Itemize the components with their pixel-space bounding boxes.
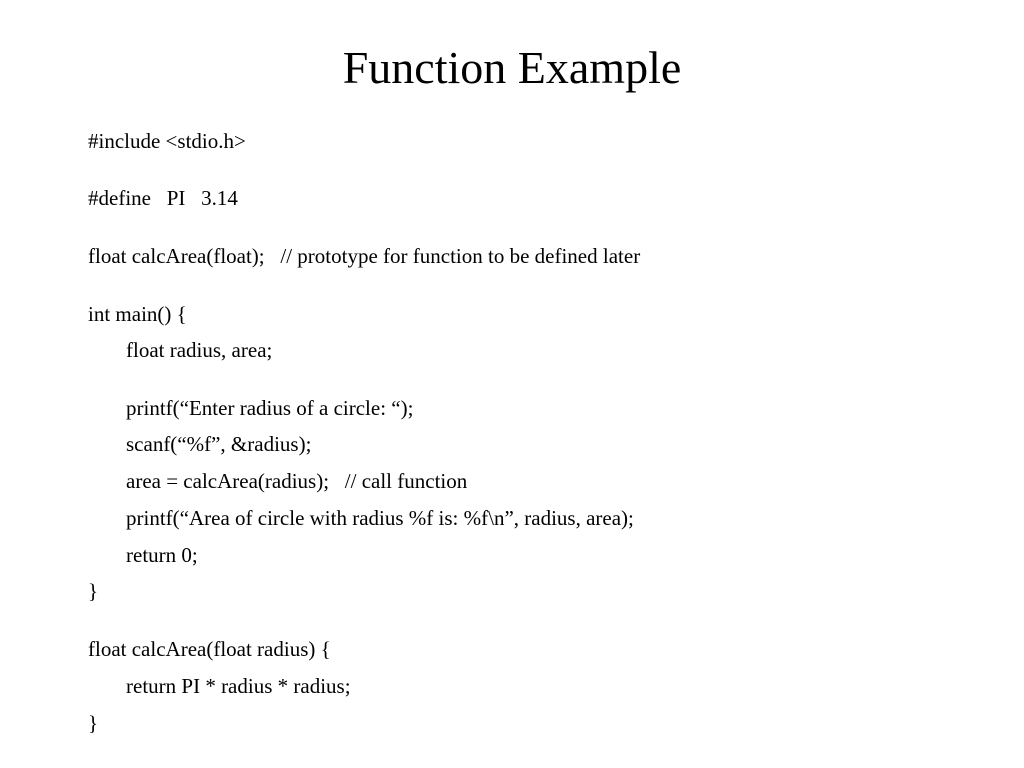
code-line-printf-prompt: printf(“Enter radius of a circle: “);	[126, 396, 414, 420]
code-line-define: #define PI 3.14	[88, 186, 238, 210]
code-line-calcarea-close: }	[88, 711, 99, 735]
code-line-main-signature: int main() {	[88, 302, 187, 326]
code-line-main-close: }	[88, 579, 99, 603]
code-line-call-function: area = calcArea(radius); // call function	[126, 469, 468, 493]
code-line-scanf: scanf(“%f”, &radius);	[126, 432, 312, 456]
code-line-calcarea-signature: float calcArea(float radius) {	[88, 637, 331, 661]
code-line-prototype: float calcArea(float); // prototype for function to be defined later	[88, 244, 641, 268]
code-line-printf-result: printf(“Area of circle with radius %f is: %f\n”, radius, area);	[126, 506, 634, 530]
code-line-include: #include <stdio.h>	[88, 129, 246, 153]
slide-title: Function Example	[342, 42, 682, 93]
code-line-return-zero: return 0;	[126, 543, 198, 567]
code-line-declaration: float radius, area;	[126, 338, 273, 362]
code-line-return-area: return PI * radius * radius;	[126, 674, 351, 698]
